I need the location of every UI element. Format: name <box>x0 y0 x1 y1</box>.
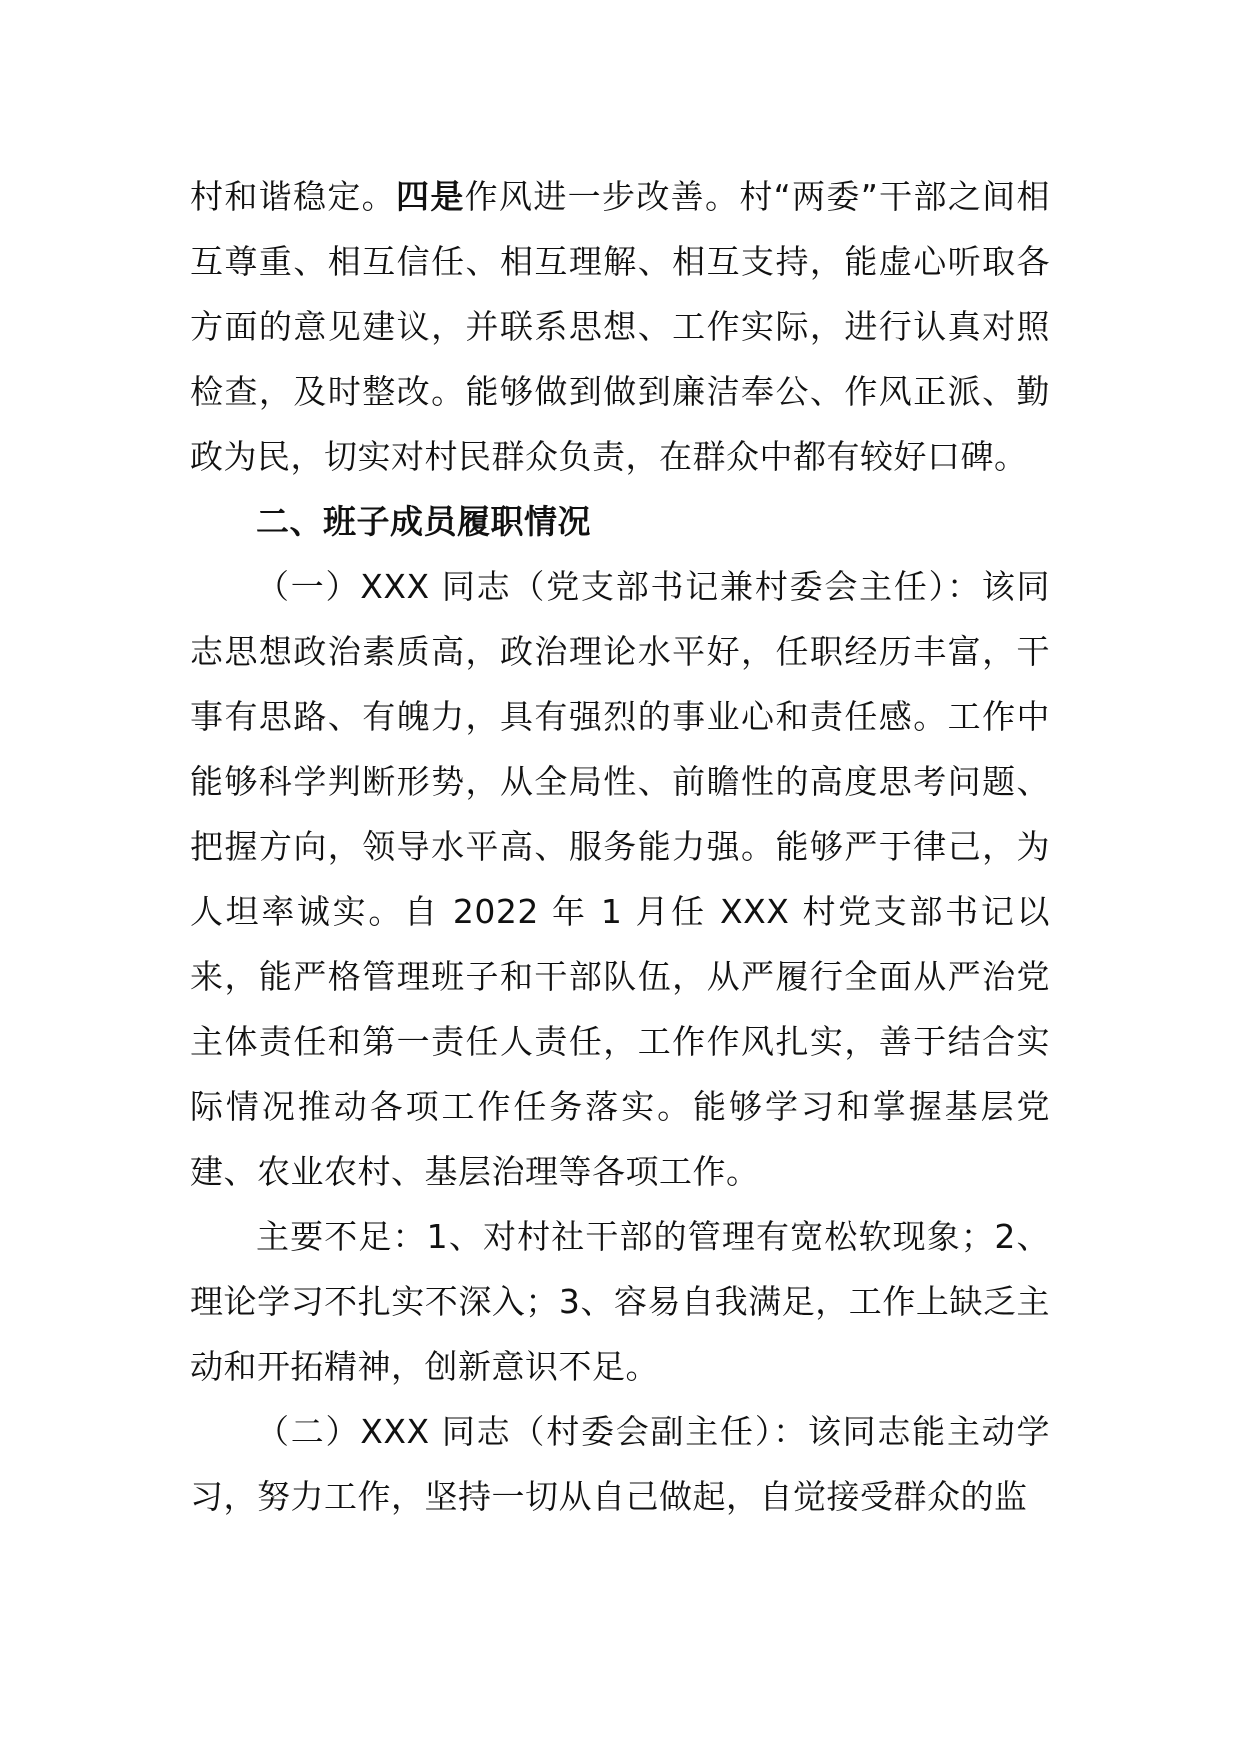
paragraph-shortcomings: 主要不足：1、对村社干部的管理有宽松软现象；2、理论学习不扎实不深入；3、容易自我满足，工作上缺乏主动和开拓精神，创新意识不足。 <box>190 1217 1050 1386</box>
paragraph-work-style <box>190 164 1050 489</box>
paragraph-text: 作风进一步改善。村“两委”干部之间相互尊重、相互信任、相互理解、相互支持，能虚心听取各方面的意见建议，并联系思想、工作实际，进行认真对照检查，及时整改。能够做到做到廉洁奉公、作风正派、勤政为民，切实对村民群众负责，在群众中都有较好口碑。 <box>190 177 1051 476</box>
paragraph-member-1: （一）XXX 同志（党支部书记兼村委会主任）：该同志思想政治素质高，政治理论水平好，任职经历丰富，干事有思路、有魄力，具有强烈的事业心和责任感。工作中能够科学判断形势，从全局性、前瞻性的高度思考问题、把握方向，领导水平高、服务能力强。能够严于律己，为人坦率诚实。自 2022 年 1 月任 XXX 村党支部书记以来，能严格管理班子和干部队伍，从严履行全面从严治党主体责任和第一责任人责任，工作作风扎实，善于结合实际情况推动各项工作任务落实。能够学习和掌握基层党建、农业农村、基层治理等各项工作。 <box>190 567 1050 1191</box>
paragraph-prefix: 村和谐稳定。 <box>190 177 396 216</box>
document-body <box>190 164 1050 1529</box>
section-heading: 二、班子成员履职情况 <box>256 502 591 541</box>
emphasis-text: 四是 <box>396 177 465 216</box>
paragraph-member-2: （二）XXX 同志（村委会副主任）：该同志能主动学习，努力工作，坚持一切从自己做起，自觉接受群众的监 <box>190 1412 1050 1516</box>
